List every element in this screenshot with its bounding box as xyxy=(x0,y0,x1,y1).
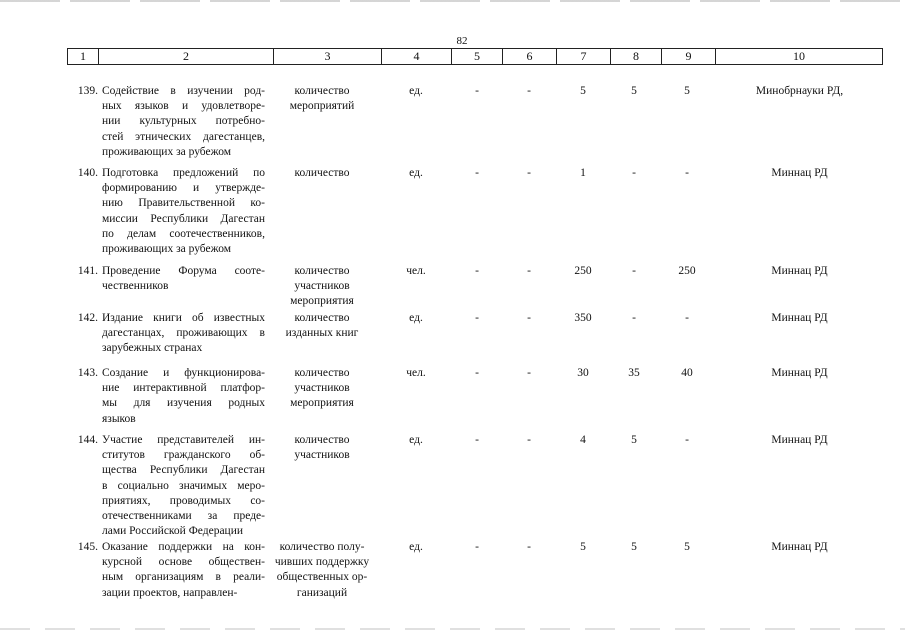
column-header-table xyxy=(67,48,883,65)
value-col-8: - xyxy=(632,167,636,179)
activity-name-line: дагестанцах, проживающих в xyxy=(102,327,265,340)
activity-name xyxy=(102,540,265,601)
value-col-9: 250 xyxy=(678,265,696,277)
activity-name xyxy=(102,433,265,539)
unit-cell: чел. xyxy=(406,367,426,379)
indicator-name-line: количество полу- xyxy=(279,541,365,553)
responsible-body: Миннац РД xyxy=(771,265,828,277)
col-header-5: 5 xyxy=(452,49,503,65)
value-col-5: - xyxy=(475,367,479,379)
activity-name-line: зарубежных странах xyxy=(102,342,203,355)
indicator-name xyxy=(272,264,372,310)
indicator-name-line: чивших поддержку xyxy=(274,556,370,569)
indicator-name-line: количество xyxy=(294,434,350,446)
row-number: 145. xyxy=(77,541,98,553)
col-header-8: 8 xyxy=(611,49,662,65)
activity-name-line: формированию и утвержде- xyxy=(102,182,265,195)
indicator-name-line: мероприятия xyxy=(290,397,354,410)
value-col-5: - xyxy=(475,167,479,179)
page-number: 82 xyxy=(456,35,468,47)
indicator-name xyxy=(272,433,372,463)
indicator-name-line: мероприятия xyxy=(290,295,354,308)
indicator-name-line: количество xyxy=(294,85,350,97)
value-col-9: - xyxy=(685,167,689,179)
activity-name xyxy=(102,166,265,257)
value-col-7: 1 xyxy=(580,167,586,179)
responsible-body: Миннац РД xyxy=(771,541,828,553)
value-col-5: - xyxy=(475,85,479,97)
unit-cell: ед. xyxy=(409,434,423,446)
activity-name-line: Издание книги об известных xyxy=(102,312,265,324)
activity-name-line: в социально значимых меро- xyxy=(102,479,265,492)
activity-name-line: Создание и функционирова- xyxy=(102,367,265,379)
activity-name-line: отечественниками за преде- xyxy=(102,510,265,523)
col-header-2: 2 xyxy=(99,49,274,65)
value-col-5: - xyxy=(475,541,479,553)
indicator-name-line: ганизаций xyxy=(296,586,348,599)
unit-cell: ед. xyxy=(409,85,423,97)
activity-name-line: нию Правительственной ко- xyxy=(102,197,265,210)
activity-name-line: Подготовка предложений по xyxy=(102,167,265,179)
value-col-5: - xyxy=(475,434,479,446)
indicator-name-line: участников xyxy=(294,382,350,395)
activity-name-line: Проведение Форума соотe- xyxy=(102,265,265,277)
col-header-1: 1 xyxy=(68,49,99,65)
activity-name-line: лами Российской Федерации xyxy=(102,525,244,538)
indicator-name-line: изданных книг xyxy=(285,327,359,340)
unit-cell: ед. xyxy=(409,541,423,553)
activity-name-line: нии культурных потребно- xyxy=(102,115,265,128)
row-number: 143. xyxy=(77,367,98,379)
value-col-7: 250 xyxy=(574,265,592,277)
value-col-8: 5 xyxy=(631,85,637,97)
activity-name-line: миссии Республики Дагестан xyxy=(102,212,265,225)
activity-name-line: проживающих за рубежом xyxy=(102,145,232,158)
activity-name-line: проживающих за рубежом xyxy=(102,243,232,256)
value-col-8: - xyxy=(632,265,636,277)
col-header-7: 7 xyxy=(557,49,611,65)
indicator-name-line: количество xyxy=(294,265,350,277)
value-col-8: 5 xyxy=(631,541,637,553)
activity-name-line: по делам соотечественников, xyxy=(102,227,265,240)
value-col-9: 5 xyxy=(684,85,690,97)
indicator-name-line: общественных ор- xyxy=(276,571,368,584)
row-number: 139. xyxy=(77,85,98,97)
activity-name-line: мы для изучения родных xyxy=(102,397,265,410)
indicator-name-line: количество xyxy=(294,167,350,179)
activity-name-line: чественников xyxy=(102,280,169,293)
col-header-4: 4 xyxy=(382,49,452,65)
activity-name-line: ние интерактивной платфор- xyxy=(102,382,265,395)
value-col-7: 30 xyxy=(577,367,589,379)
row-number: 142. xyxy=(77,312,98,324)
value-col-5: - xyxy=(475,312,479,324)
activity-name-line: приятиях, проводимых со- xyxy=(102,494,265,507)
responsible-body: Миннац РД xyxy=(771,367,828,379)
value-col-6: - xyxy=(527,541,531,553)
activity-name xyxy=(102,84,265,160)
activity-name-line: языков xyxy=(102,412,136,425)
value-col-7: 4 xyxy=(580,434,586,446)
value-col-7: 5 xyxy=(580,541,586,553)
responsible-body: Миннац РД xyxy=(771,434,828,446)
unit-cell: ед. xyxy=(409,167,423,179)
indicator-name-line: участников xyxy=(294,449,350,462)
activity-name xyxy=(102,264,265,294)
value-col-9: 40 xyxy=(681,367,693,379)
value-col-6: - xyxy=(527,367,531,379)
value-col-8: - xyxy=(632,312,636,324)
indicator-name xyxy=(272,166,372,181)
activity-name xyxy=(102,311,265,357)
indicator-name xyxy=(272,311,372,341)
responsible-body: Минобрнауки РД, xyxy=(755,85,844,97)
activity-name-line: ститутов гражданского об- xyxy=(102,449,265,462)
indicator-name-line: количество xyxy=(294,367,350,379)
value-col-8: 5 xyxy=(631,434,637,446)
activity-name-line: Содействие в изучении род- xyxy=(102,85,265,97)
value-col-9: - xyxy=(685,434,689,446)
row-number: 140. xyxy=(77,167,98,179)
unit-cell: чел. xyxy=(406,265,426,277)
responsible-body: Миннац РД xyxy=(771,167,828,179)
value-col-6: - xyxy=(527,434,531,446)
scan-top-edge xyxy=(0,0,905,2)
col-header-10: 10 xyxy=(716,49,883,65)
value-col-6: - xyxy=(527,312,531,324)
indicator-name-line: участников xyxy=(294,280,350,293)
scan-bottom-edge xyxy=(0,628,905,630)
row-number: 141. xyxy=(77,265,98,277)
indicator-name xyxy=(272,84,372,114)
activity-name-line: щества Республики Дагестан xyxy=(102,464,265,477)
responsible-body: Миннац РД xyxy=(771,312,828,324)
value-col-7: 350 xyxy=(574,312,592,324)
activity-name-line: ным организациям в реали- xyxy=(102,571,265,584)
indicator-name xyxy=(272,540,372,601)
indicator-name-line: количество xyxy=(294,312,350,324)
activity-name-line: Участие представителей ин- xyxy=(102,434,265,446)
indicator-name-line: мероприятий xyxy=(289,100,355,113)
value-col-9: - xyxy=(685,312,689,324)
value-col-6: - xyxy=(527,167,531,179)
col-header-9: 9 xyxy=(662,49,716,65)
value-col-6: - xyxy=(527,265,531,277)
activity-name-line: курсной основе обществен- xyxy=(102,556,265,569)
value-col-8: 35 xyxy=(628,367,640,379)
activity-name-line: ных языков и удовлетворе- xyxy=(102,100,265,113)
value-col-5: - xyxy=(475,265,479,277)
row-number: 144. xyxy=(77,434,98,446)
value-col-9: 5 xyxy=(684,541,690,553)
activity-name-line: зации проектов, направлен- xyxy=(102,586,238,599)
activity-name-line: стей этнических дагестанцев, xyxy=(102,130,265,143)
activity-name-line: Оказание поддержки на кон- xyxy=(102,541,265,553)
col-header-6: 6 xyxy=(503,49,557,65)
value-col-7: 5 xyxy=(580,85,586,97)
activity-name xyxy=(102,366,265,427)
unit-cell: ед. xyxy=(409,312,423,324)
indicator-name xyxy=(272,366,372,412)
value-col-6: - xyxy=(527,85,531,97)
col-header-3: 3 xyxy=(274,49,382,65)
